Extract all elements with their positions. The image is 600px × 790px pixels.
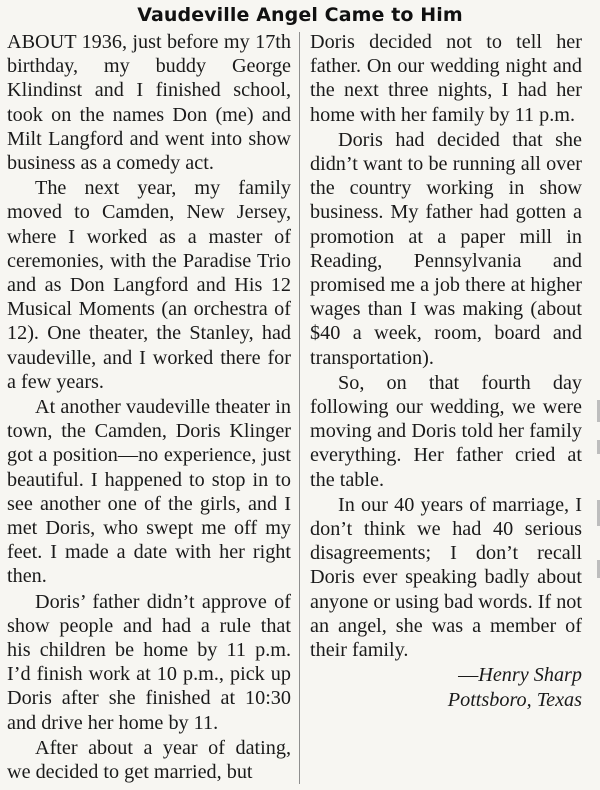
article-headline: Vaudeville Angel Came to Him	[137, 4, 463, 26]
paragraph: Doris decided not to tell her father. On our wedding night and the next three nights, I had her home with her family by 11 p.m.	[310, 31, 582, 126]
paragraph: Doris’ father didn’t approve of show people and had a rule that his children be home by 11 p.m. I’d finish work at 10 p.m., pick up Doris after she finished at 10:30 and drive her home by 11.	[7, 590, 291, 734]
byline-location: Pottsboro, Texas	[447, 689, 582, 712]
paragraph: At another vaudeville theater in town, the Camden, Doris Klinger got a position—no experience, just beautiful. I happened to stop in to see another one of the girls, and I met Doris, who swept me off my feet. I made a date with her right then.	[7, 396, 291, 588]
byline-author	[310, 663, 582, 687]
paragraph: Doris had decided that she didn’t want to be running all over the country working in show business. My father had gotten a promotion at a paper mill in Reading, Pennsylvania and promised me a job there at higher wages than I was making (about $40 a week, room, board and transportation).	[310, 128, 582, 369]
article-left-column	[7, 30, 291, 784]
paragraph: So, on that fourth day following our wedding, we were moving and Doris told her family everything. Her father cried at the table.	[310, 371, 582, 491]
paragraph: The next year, my family moved to Camden, New Jersey, where I worked as a master of ceremonies, with the Paradise Trio and as Don Langford and His 12 Musical Moments (an orchestra of 12). One theater, the Stanley, had vaudeville, and I worked there for a few years.	[7, 177, 291, 393]
paragraph: In our 40 years of marriage, I don’t think we had 40 serious disagreements; I don’t recall Doris ever speaking badly about anyone or using bad words. If not an angel, she was a member of their family.	[310, 493, 582, 662]
column-divider	[299, 32, 300, 784]
paragraph: After about a year of dating, we decided to get married, but	[7, 736, 291, 784]
byline-dash: —	[458, 664, 479, 687]
paragraph: ABOUT 1936, just before my 17th birthday, my buddy George Klindinst and I finished school, took on the names Don (me) and Milt Langford and went into show business as a comedy act.	[7, 31, 291, 175]
article-right-column	[310, 30, 582, 713]
author-name: Henry Sharp	[478, 664, 582, 687]
